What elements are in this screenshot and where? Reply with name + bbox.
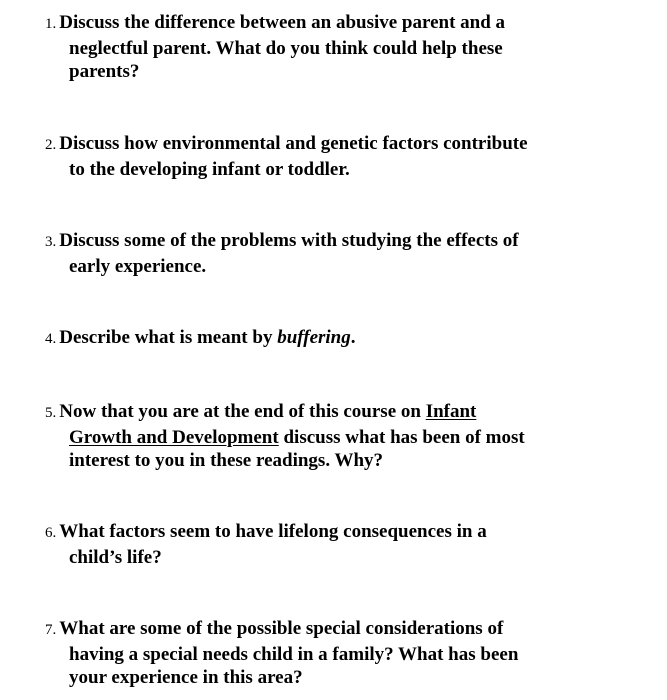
question-item-6 [45,520,605,569]
question-line [45,229,605,255]
question-line [45,11,605,37]
question-item-5 [45,400,605,473]
question-line: your experience in this area? [69,667,303,688]
question-item-3 [45,229,605,278]
question-line: neglectful parent. What do you think could help these [69,37,503,59]
question-line [45,617,605,643]
question-text: Discuss the difference between an abusive parent and a [59,12,506,33]
question-text: What factors seem to have lifelong consequences in a [59,521,487,542]
course-title-part1: Infant [425,401,477,422]
question-text: Now that you are at the end of this course on [59,401,426,422]
question-line: early experience. [69,255,207,277]
question-text-end: . [350,327,356,348]
question-item-1 [45,11,605,84]
question-number: 4. [45,331,57,347]
question-line [45,400,605,426]
question-text: What are some of the possible special considerations of [59,618,504,639]
question-item-7 [45,617,605,690]
course-title-part2: Growth and Development [69,426,279,448]
question-line [45,520,605,546]
question-line [45,132,605,158]
question-line: child’s life? [69,546,162,568]
question-item-2 [45,132,605,181]
question-text: discuss what has been of most [278,426,525,448]
question-text: Describe what is meant by [59,327,278,348]
question-line: having a special needs child in a family? What has been [69,643,519,665]
question-line: interest to you in these readings. Why? [69,450,384,471]
question-text: Discuss some of the problems with studying the effects of [59,230,519,251]
question-number: 6. [45,525,57,541]
question-number: 3. [45,234,57,250]
question-text: Discuss how environmental and genetic factors contribute [59,133,528,154]
emphasis-term: buffering [277,327,351,348]
question-line [45,326,605,352]
question-number: 7. [45,622,57,638]
question-line: parents? [69,61,140,82]
question-number: 2. [45,137,57,153]
question-number: 5. [45,405,57,421]
question-line [45,426,605,450]
question-item-4 [45,326,605,352]
question-line: to the developing infant or toddler. [69,158,350,180]
question-number: 1. [45,16,57,32]
